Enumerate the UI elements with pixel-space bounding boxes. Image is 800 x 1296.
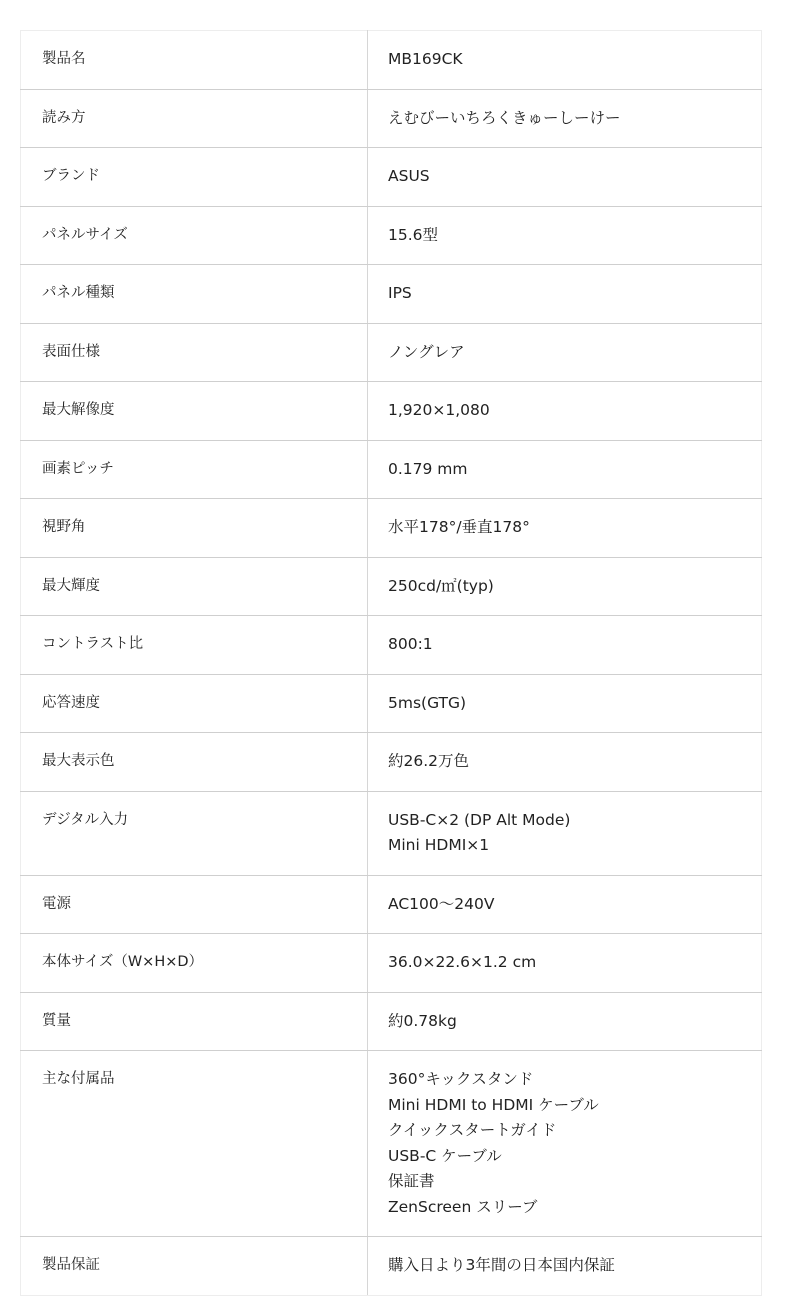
spec-value-line: 水平178°/垂直178°	[388, 518, 530, 536]
spec-value-line: USB-C ケーブル	[388, 1146, 502, 1165]
spec-value	[368, 875, 762, 934]
spec-value-line: MB169CK	[388, 50, 463, 68]
spec-row	[21, 733, 762, 792]
spec-value-line: 360°キックスタンド	[388, 1070, 534, 1088]
spec-label: 本体サイズ（W×H×D）	[21, 934, 368, 993]
spec-row	[21, 323, 762, 382]
spec-value-line: Mini HDMI×1	[388, 836, 490, 854]
spec-label: 表面仕様	[21, 323, 368, 382]
spec-value	[368, 323, 762, 382]
spec-label: 読み方	[21, 89, 368, 148]
spec-value-line: ノングレア	[388, 342, 465, 361]
spec-value-line: 800:1	[388, 635, 433, 653]
spec-value-line: AC100～240V	[388, 894, 495, 913]
spec-row	[21, 382, 762, 441]
spec-value-line: IPS	[388, 284, 412, 302]
spec-value	[368, 206, 762, 265]
spec-value	[368, 440, 762, 499]
spec-label: 視野角	[21, 499, 368, 558]
spec-value	[368, 1237, 762, 1296]
spec-value	[368, 733, 762, 792]
spec-row	[21, 616, 762, 675]
spec-table	[20, 30, 762, 1296]
spec-label: 最大輝度	[21, 557, 368, 616]
spec-value-line: 250cd/㎡(typ)	[388, 576, 494, 595]
spec-value	[368, 791, 762, 875]
spec-value-line: USB-C×2 (DP Alt Mode)	[388, 810, 571, 829]
spec-value	[368, 89, 762, 148]
spec-row	[21, 265, 762, 324]
spec-value-line: 36.0×22.6×1.2 cm	[388, 953, 537, 971]
spec-label: 電源	[21, 875, 368, 934]
spec-row	[21, 934, 762, 993]
spec-value-line: Mini HDMI to HDMI ケーブル	[388, 1095, 599, 1114]
spec-value	[368, 499, 762, 558]
spec-value	[368, 31, 762, 90]
spec-row	[21, 674, 762, 733]
spec-label: コントラスト比	[21, 616, 368, 675]
spec-value-line: えむびーいちろくきゅーしーけー	[388, 108, 621, 127]
spec-value	[368, 674, 762, 733]
spec-row	[21, 992, 762, 1051]
spec-row	[21, 791, 762, 875]
spec-value-line: 約26.2万色	[388, 752, 470, 770]
spec-label: 画素ピッチ	[21, 440, 368, 499]
spec-row	[21, 1237, 762, 1296]
spec-row	[21, 557, 762, 616]
spec-row	[21, 499, 762, 558]
spec-label: 製品名	[21, 31, 368, 90]
spec-value-line: 5ms(GTG)	[388, 693, 467, 712]
spec-row	[21, 206, 762, 265]
spec-value-line: 0.179 mm	[388, 459, 468, 478]
spec-row	[21, 875, 762, 934]
spec-value-line: 約0.78kg	[388, 1011, 457, 1030]
spec-label: パネルサイズ	[21, 206, 368, 265]
spec-row	[21, 1051, 762, 1237]
spec-value	[368, 557, 762, 616]
spec-label: 主な付属品	[21, 1051, 368, 1237]
spec-label: 応答速度	[21, 674, 368, 733]
spec-row	[21, 440, 762, 499]
spec-value-line: ASUS	[388, 167, 430, 185]
spec-value-line: 保証書	[388, 1172, 435, 1190]
spec-value-line: クイックスタートガイド	[388, 1121, 557, 1139]
spec-value	[368, 382, 762, 441]
spec-label: 最大表示色	[21, 733, 368, 792]
spec-row	[21, 31, 762, 90]
spec-value	[368, 1051, 762, 1237]
spec-value-line: 購入日より3年間の日本国内保証	[388, 1256, 615, 1274]
spec-row	[21, 148, 762, 207]
spec-value-line: 1,920×1,080	[388, 401, 490, 419]
spec-label: パネル種類	[21, 265, 368, 324]
spec-value	[368, 265, 762, 324]
spec-label: デジタル入力	[21, 791, 368, 875]
spec-label: ブランド	[21, 148, 368, 207]
spec-value	[368, 934, 762, 993]
spec-value	[368, 616, 762, 675]
spec-label: 質量	[21, 992, 368, 1051]
spec-value-line: 15.6型	[388, 225, 439, 244]
spec-value	[368, 992, 762, 1051]
spec-table-body	[21, 31, 762, 1296]
spec-label: 最大解像度	[21, 382, 368, 441]
spec-value	[368, 148, 762, 207]
spec-label: 製品保証	[21, 1237, 368, 1296]
spec-row	[21, 89, 762, 148]
spec-value-line: ZenScreen スリーブ	[388, 1197, 538, 1216]
